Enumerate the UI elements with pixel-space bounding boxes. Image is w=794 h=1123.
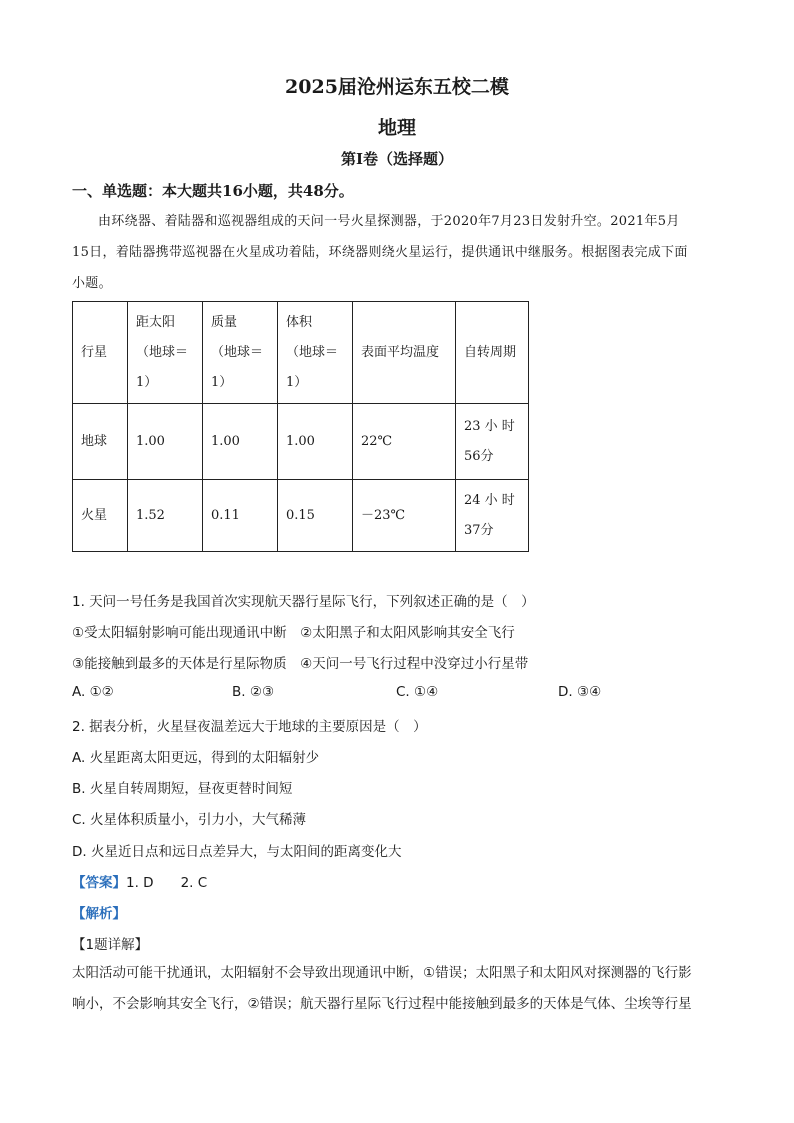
analysis-line-1: 太阳活动可能干扰通讯，太阳辐射不会导致出现通讯中断，①错误；太阳黑子和太阳风对探测器的飞行影 bbox=[72, 965, 692, 981]
header-mass-line-1: 质量 bbox=[211, 314, 238, 330]
analysis-tag: 【解析】 bbox=[72, 906, 126, 922]
subject-title: 地理 bbox=[377, 117, 416, 139]
header-mass-line-2: （地球＝ bbox=[211, 344, 264, 360]
header-volume-line-2: （地球＝ bbox=[286, 344, 339, 360]
cell-temp: 22℃ bbox=[353, 404, 456, 480]
header-distance-line-1: 距太阳 bbox=[136, 314, 176, 330]
question-2-stem: 2. 据表分析，火星昼夜温差远大于地球的主要原因是（ ） bbox=[72, 719, 427, 735]
cell-rotation-line-1: 23 小 时 bbox=[464, 418, 515, 434]
table-row bbox=[73, 480, 529, 552]
question-2-option-a: A. 火星距离太阳更远，得到的太阳辐射少 bbox=[72, 750, 320, 766]
cell-mass: 0.11 bbox=[203, 480, 278, 552]
question-1-statement-1: ①受太阳辐射影响可能出现通讯中断 ②太阳黑子和太阳风影响其安全飞行 bbox=[72, 625, 515, 641]
header-distance-line-3: 1） bbox=[136, 374, 158, 390]
answer-value: 1. D 2. C bbox=[126, 875, 208, 891]
intro-line-2: 15日，着陆器携带巡视器在火星成功着陆，环绕器则绕火星运行，提供通讯中继服务。根据图表完成下面 bbox=[72, 245, 688, 260]
header-cell-distance bbox=[128, 302, 203, 404]
question-2-option-d: D. 火星近日点和远日点差异大，与太阳间的距离变化大 bbox=[72, 844, 402, 860]
header-cell-mass bbox=[203, 302, 278, 404]
header-cell-planet: 行星 bbox=[73, 302, 128, 404]
section-heading: 一、单选题：本大题共16小题，共48分。 bbox=[72, 182, 354, 200]
table-header-row bbox=[73, 302, 529, 404]
question-1-option-b: B. ②③ bbox=[232, 684, 275, 700]
question-1-option-c: C. ①④ bbox=[396, 684, 439, 700]
header-cell-volume bbox=[278, 302, 353, 404]
intro-paragraph bbox=[72, 206, 722, 299]
cell-planet: 地球 bbox=[73, 404, 128, 480]
header-cell-rotation: 自转周期 bbox=[456, 302, 529, 404]
exam-title: 2025届沧州运东五校二模 bbox=[285, 76, 509, 98]
analysis-line bbox=[72, 902, 126, 922]
cell-temp: －23℃ bbox=[353, 480, 456, 552]
volume-title: 第I卷（选择题） bbox=[340, 150, 454, 168]
cell-rotation-line-1: 24 小 时 bbox=[464, 492, 515, 508]
question-1-stem: 1. 天问一号任务是我国首次实现航天器行星际飞行，下列叙述正确的是（ ） bbox=[72, 594, 535, 610]
planet-comparison-table bbox=[72, 301, 529, 552]
header-mass-line-3: 1） bbox=[211, 374, 233, 390]
header-volume-line-3: 1） bbox=[286, 374, 308, 390]
answer-line bbox=[72, 871, 207, 891]
cell-rotation bbox=[456, 480, 529, 552]
table-row bbox=[73, 404, 529, 480]
analysis-paragraph bbox=[72, 958, 724, 1020]
question-1-statement-2: ③能接触到最多的天体是行星际物质 ④天问一号飞行过程中没穿过小行星带 bbox=[72, 656, 529, 672]
question-1-option-a: A. ①② bbox=[72, 684, 114, 700]
cell-rotation-line-2: 37分 bbox=[464, 522, 494, 538]
cell-volume: 0.15 bbox=[278, 480, 353, 552]
analysis-line-2: 响小，不会影响其安全飞行，②错误；航天器行星际飞行过程中能接触到最多的天体是气体、尘埃等行星 bbox=[72, 996, 692, 1012]
cell-rotation-line-2: 56分 bbox=[464, 448, 494, 464]
cell-rotation bbox=[456, 404, 529, 480]
question-2-option-c: C. 火星体积质量小，引力小，大气稀薄 bbox=[72, 812, 307, 828]
question-2-option-b: B. 火星自转周期短，昼夜更替时间短 bbox=[72, 781, 293, 797]
cell-mass: 1.00 bbox=[203, 404, 278, 480]
header-distance-line-2: （地球＝ bbox=[136, 344, 189, 360]
answer-tag: 【答案】 bbox=[72, 875, 126, 891]
cell-planet: 火星 bbox=[73, 480, 128, 552]
cell-distance: 1.52 bbox=[128, 480, 203, 552]
question-1-option-d: D. ③④ bbox=[558, 684, 602, 700]
intro-line-3: 小题。 bbox=[72, 276, 112, 291]
cell-volume: 1.00 bbox=[278, 404, 353, 480]
cell-distance: 1.00 bbox=[128, 404, 203, 480]
header-cell-temp: 表面平均温度 bbox=[353, 302, 456, 404]
header-volume-line-1: 体积 bbox=[286, 314, 313, 330]
detail-heading: 【1题详解】 bbox=[72, 937, 149, 953]
intro-line-1: 由环绕器、着陆器和巡视器组成的天问一号火星探测器，于2020年7月23日发射升空。2021年5月 bbox=[98, 214, 680, 229]
